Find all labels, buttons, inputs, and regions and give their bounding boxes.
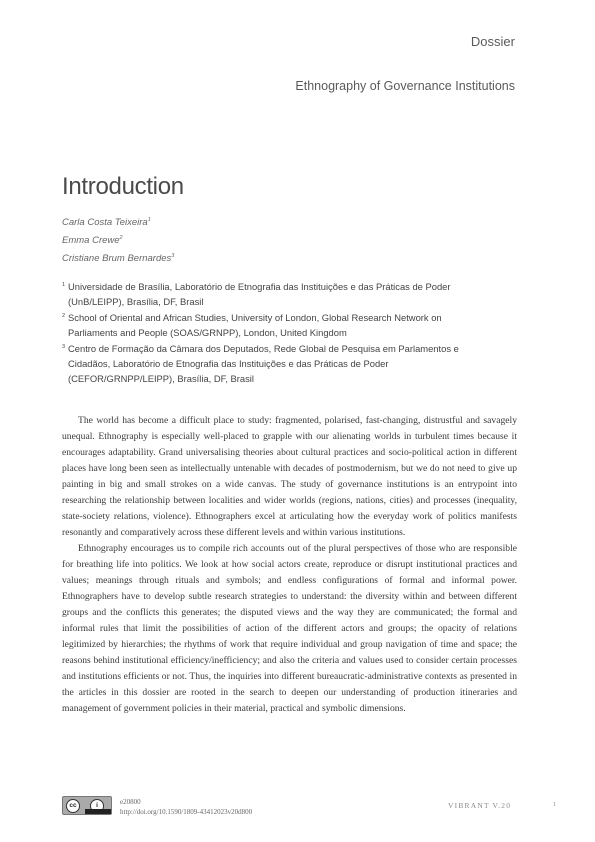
affiliation: 2 School of Oriental and African Studies, University of London, Global Research Network on Parliaments and People (SOAS/GRNPP), London, United Kingdom <box>62 312 442 339</box>
cc-by-icon[interactable] <box>62 796 112 815</box>
cc-icon: cc <box>66 799 80 813</box>
journal-name: VIBRANT V.20 <box>448 801 512 810</box>
body-text <box>62 413 517 717</box>
section-label: Dossier <box>470 34 515 49</box>
doi-link[interactable]: http://doi.org/10.1590/1809-43412023v20d800 <box>120 808 253 816</box>
affiliation: 3 Centro de Formação da Câmara dos Deputados, Rede Global de Pesquisa em Parlamentos e Cidadãos, Laboratório de Etnografia das Instituições e das Práticas de Poder (CEFOR/GRNPP/LEIPP), Brasília, DF, Brasil <box>62 343 459 385</box>
page-number: 1 <box>553 801 557 808</box>
document-id: e20800 <box>120 798 141 806</box>
by-icon: i <box>90 799 104 813</box>
author-name: Emma Crewe$^2$ <box>62 235 123 247</box>
paragraph: The world has become a difficult place to study: fragmented, polarised, fast-changing, distrustful and savagely unequal. Ethnography is especially well-placed to grapple with our alienating worlds in turbulent times because it encourages adaptability. Grand universalising theories about cultural practices and socio-political action in different places have long been seen as intellectually untenable with decades of postmodernism, but we do not need to give up painting in big and small strokes on a wide canvas. The study of governance institutions is an entrypoint into researching the relationship between localities and wider worlds (regions, nations, cities) and processes (inequality, state-society relations, violence). Ethnographers excel at articulating how the everyday work of politics manifests resonantly and comparatively across these different levels and within various institutions. <box>62 415 517 538</box>
affiliation: 1 Universidade de Brasília, Laboratório de Etnografia das Instituições e das Práticas de Poder (UnB/LEIPP), Brasília, DF, Brasil <box>62 281 451 308</box>
page-title: Introduction <box>62 173 184 200</box>
dossier-title: Ethnography of Governance Institutions <box>295 79 515 93</box>
by-strip <box>85 809 111 814</box>
author-name: Carla Costa Teixeira$^1$ <box>62 217 151 229</box>
paragraph: Ethnography encourages us to compile rich accounts out of the plural perspectives of those who are responsible for breathing life into politics. We look at how social actors create, reproduce or disrupt institutional practices and values; meanings through rituals and symbols; and endless configurations of formal and informal power. Ethnographers have to develop subtle research strategies to understand: the diversity within and between different groups and the conflicts this generates; the disputed views and the way they are communicated; the formal and informal rules that limit the possibilities of action of the different actors and groups; the opacity of relations legitimized by hierarchies; the rhythms of work that require individual and group navigation of time and space; the reasons behind institutional efficiency/inefficiency; and also the criteria and values used to consider certain processes and institutions efficients or not. Thus, the inquiries into different bureaucratic-administrative contexts as presented in the articles in this dossier are rooted in the search to deepen our understanding of production itineraries and management of government policies in their material, practical and symbolic dimensions. <box>62 543 517 714</box>
author-name: Cristiane Brum Bernardes$^3$ <box>62 253 175 265</box>
